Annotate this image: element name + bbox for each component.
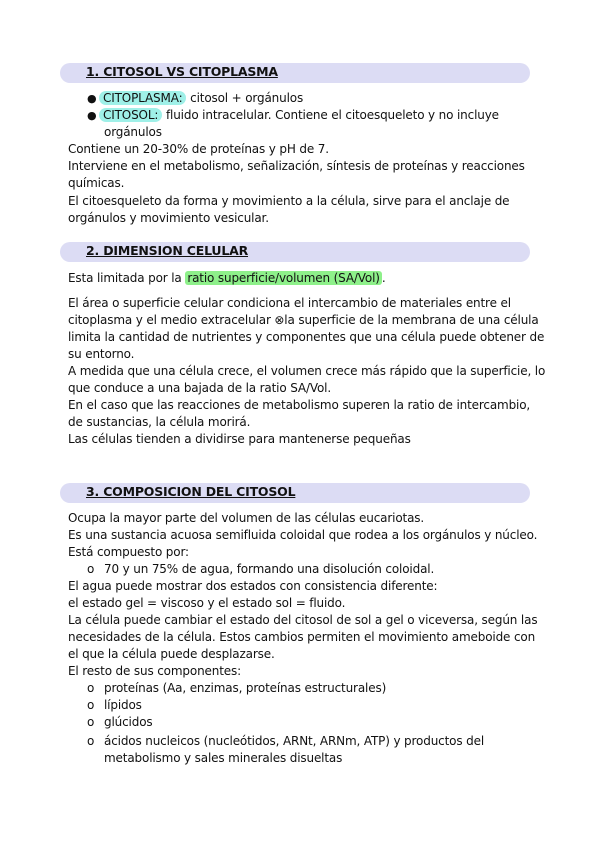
paragraph-line: El agua puede mostrar dos estados con consistencia diferente: — [68, 579, 438, 593]
paragraph-line: El citoesqueleto da forma y movimiento a la célula, sirve para el anclaje de — [68, 194, 510, 208]
list-marker: o — [87, 698, 95, 712]
paragraph-line: Las células tienden a dividirse para mantenerse pequeñas — [68, 432, 411, 446]
bullet-icon: ● — [87, 92, 97, 105]
paragraph-line: Es una sustancia acuosa semifluida coloidal que rodea a los orgánulos y núcleo. — [68, 528, 538, 542]
paragraph-line: citoplasma y el medio extracelular ⊗la superficie de la membrana de una célula — [68, 313, 539, 327]
list-item: proteínas (Aa, enzimas, proteínas estructurales) — [104, 681, 387, 695]
list-item: lípidos — [104, 698, 142, 712]
section-heading-composicion-del-citosol — [60, 483, 530, 503]
section-title: 2. DIMENSION CELULAR — [86, 243, 249, 258]
paragraph-line: Está compuesto por: — [68, 545, 189, 559]
paragraph-line: Contiene un 20-30% de proteínas y pH de 7. — [68, 142, 329, 156]
bullet-text-continuation: orgánulos — [104, 125, 162, 139]
term-citoplasma: CITOPLASMA: — [99, 91, 186, 105]
list-item: 70 y un 75% de agua, formando una disolución coloidal. — [104, 562, 435, 576]
list-marker: o — [87, 681, 95, 695]
list-marker: o — [87, 734, 95, 748]
section-heading-citosol-vs-citoplasma — [60, 63, 530, 83]
paragraph-line: químicas. — [68, 176, 125, 190]
paragraph-line: orgánulos y movimiento vesicular. — [68, 211, 269, 225]
section-heading-dimension-celular — [60, 242, 530, 262]
paragraph-line: que conduce a una bajada de la ratio SA/Vol. — [68, 381, 332, 395]
paragraph-line: el estado gel = viscoso y el estado sol = fluido. — [68, 596, 346, 610]
intro-end: . — [381, 271, 386, 285]
paragraph-line: Ocupa la mayor parte del volumen de las células eucariotas. — [68, 511, 425, 525]
paragraph-line: necesidades de la célula. Estos cambios permiten el movimiento ameboide con — [68, 630, 536, 644]
bullet-citoplasma — [99, 90, 569, 107]
paragraph-intro — [68, 270, 538, 287]
list-marker: o — [87, 715, 95, 729]
paragraph-line: En el caso que las reacciones de metabolismo superen la ratio de intercambio, — [68, 398, 531, 412]
bullet-citosol — [99, 107, 569, 124]
bullet-text: citosol + orgánulos — [186, 91, 304, 105]
paragraph-line: A medida que una célula crece, el volumen crece más rápido que la superficie, lo — [68, 364, 546, 378]
paragraph-line: limita la cantidad de nutrientes y componentes que una célula puede obtener de — [68, 330, 545, 344]
list-item: ácidos nucleicos (nucleótidos, ARNt, ARNm, ATP) y productos del — [104, 734, 485, 748]
paragraph-line: El área o superficie celular condiciona el intercambio de materiales entre el — [68, 296, 511, 310]
section-title: 3. COMPOSICION DEL CITOSOL — [86, 484, 296, 499]
paragraph-line: el que la célula puede desplazarse. — [68, 647, 275, 661]
highlight-ratio: ratio superficie/volumen (SA/Vol) — [187, 271, 380, 285]
list-marker: o — [87, 562, 95, 576]
paragraph-line: El resto de sus componentes: — [68, 664, 241, 678]
list-item-continuation: metabolismo y sales minerales disueltas — [104, 751, 343, 765]
section-title: 1. CITOSOL VS CITOPLASMA — [86, 64, 278, 79]
paragraph-line: de sustancias, la célula morirá. — [68, 415, 251, 429]
intro-text: Esta limitada por la — [68, 271, 186, 285]
paragraph-line: Interviene en el metabolismo, señalización, síntesis de proteínas y reacciones — [68, 159, 525, 173]
bullet-icon: ● — [87, 109, 97, 122]
paragraph-line: La célula puede cambiar el estado del citosol de sol a gel o viceversa, según las — [68, 613, 538, 627]
bullet-text: fluido intracelular. Contiene el citoesqueleto y no incluye — [162, 108, 499, 122]
paragraph-line: su entorno. — [68, 347, 135, 361]
list-item: glúcidos — [104, 715, 153, 729]
term-citosol: CITOSOL: — [99, 108, 162, 122]
